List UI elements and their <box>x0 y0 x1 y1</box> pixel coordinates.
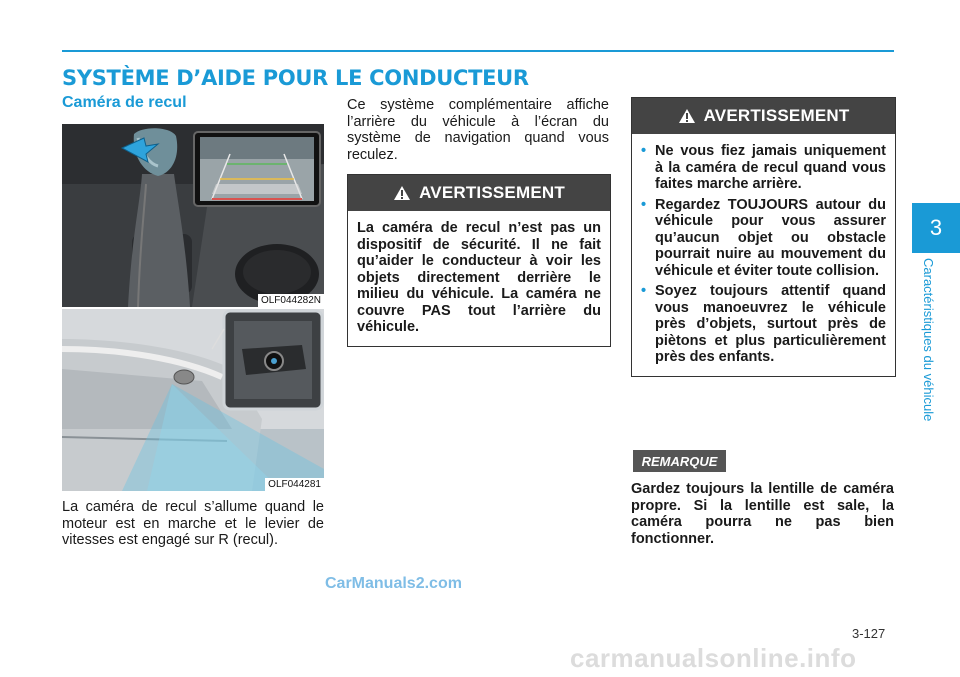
warning-triangle-icon <box>678 108 696 124</box>
warning-list-body <box>632 134 895 376</box>
chapter-tab[interactable] <box>912 203 960 253</box>
rear-camera-photo <box>62 309 324 491</box>
list-item <box>641 143 886 193</box>
header-rule <box>62 50 894 52</box>
photo-code-2: OLF044281 <box>265 478 324 491</box>
warning-header <box>632 98 895 134</box>
note-text: Gardez toujours la lentille de caméra propre. Si la lentille est sale, la caméra pourra ne pas bien fonctionner. <box>631 481 894 547</box>
page-number: 3-127 <box>852 626 886 641</box>
list-item-text: Regardez TOUJOURS autour du véhicule pour vous assurer qu’aucun objet ou obstacle pourrait nuire au mouvement du véhicule et éviter toute collision. <box>655 196 886 279</box>
chapter-number: 3 <box>929 215 943 240</box>
bullet-icon: • <box>641 196 647 213</box>
warning-triangle-icon <box>393 185 411 201</box>
camera-intro-text: Ce système complémentaire affiche l’arrière du véhicule à l’écran du système de navigation quand vous reculez. <box>347 97 609 163</box>
warning-box-precautions <box>631 97 896 377</box>
warning-list <box>641 143 886 366</box>
section-title: SYSTÈME D’AIDE POUR LE CONDUCTEUR <box>62 66 529 90</box>
footer-watermark: carmanualsonline.info <box>570 643 857 673</box>
photo-code-1: OLF044282N <box>258 294 324 307</box>
list-item <box>641 283 886 366</box>
chapter-label: Caractéristiques du véhicule <box>921 258 936 422</box>
gear-shift-illustration <box>62 124 324 307</box>
bullet-icon: • <box>641 283 647 299</box>
bullet-icon: • <box>641 143 647 159</box>
camera-activation-text: La caméra de recul s’allume quand le moteur est en marche et le levier de vitesses est engagé sur R (recul). <box>62 499 324 548</box>
list-item-text: Ne vous fiez jamais uniquement à la caméra de recul quand vous faites marche arrière. <box>655 143 886 192</box>
warning-title: AVERTISSEMENT <box>419 183 565 202</box>
note-badge: REMARQUE <box>633 450 726 472</box>
site-watermark[interactable]: CarManuals2.com <box>325 575 462 592</box>
rear-camera-heading: Caméra de recul <box>62 94 187 111</box>
warning-box-safety <box>347 174 611 347</box>
gear-shift-photo <box>62 124 324 307</box>
rear-camera-illustration <box>62 309 324 491</box>
list-item <box>641 197 886 280</box>
list-item-text: Soyez toujours attentif quand vous manoeuvrez le véhicule près d’objets, surtout près de piètons et plus particulièrement près des enfants. <box>655 283 886 365</box>
warning-header <box>348 175 610 211</box>
warning-title: AVERTISSEMENT <box>703 106 850 125</box>
warning-text: La caméra de recul n’est pas un dispositif de sécurité. Il ne fait qu’aider le conducteur à voir les objets directement derrière le milieu du véhicule. La caméra ne couvre PAS tout l’arrière du véhicule. <box>357 220 601 335</box>
